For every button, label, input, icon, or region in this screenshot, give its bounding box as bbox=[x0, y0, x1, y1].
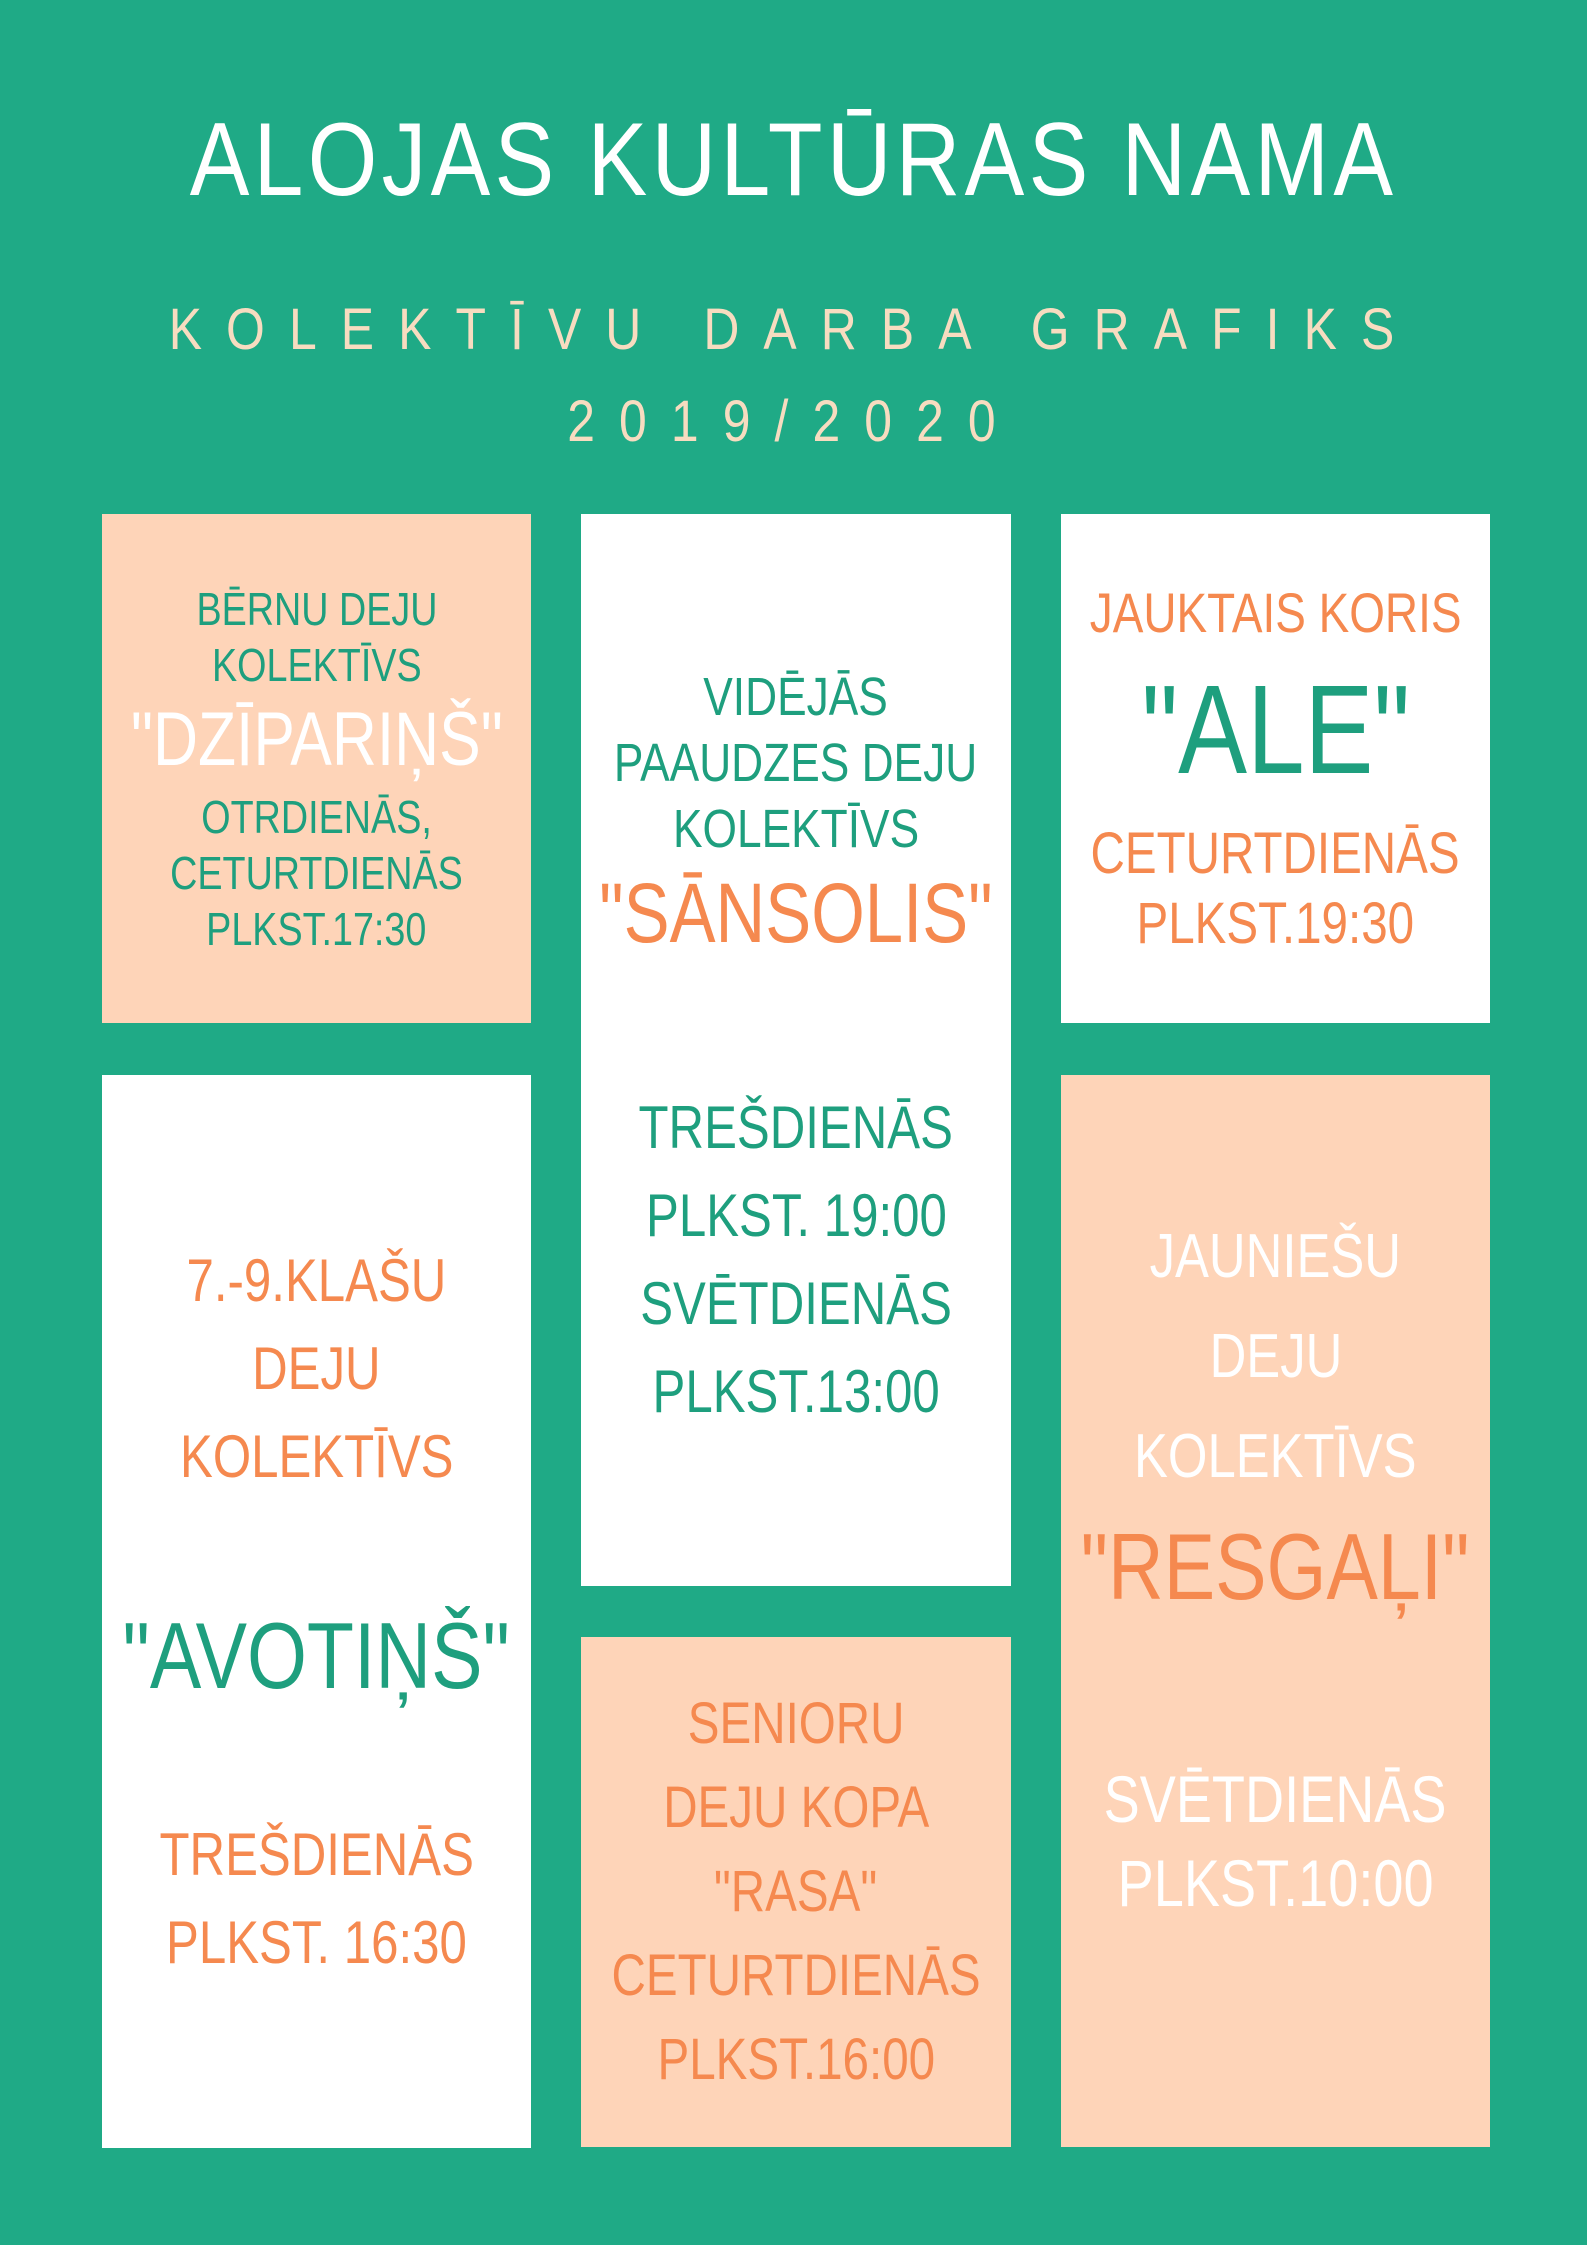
card-sansolis-name: "SĀNSOLIS" bbox=[599, 866, 993, 960]
card-sansolis-type-line1: VIDĒJĀS bbox=[703, 667, 889, 727]
card-resgali-day: SVĒTDIENĀS bbox=[1104, 1762, 1447, 1836]
card-dziparins-days-line2: CETURTDIENĀS bbox=[170, 846, 463, 899]
card-dziparins-type-line2: KOLEKTĪVS bbox=[211, 638, 422, 691]
card-ale bbox=[1061, 514, 1490, 1023]
card-avotins-name: "AVOTIŅŠ" bbox=[122, 1602, 511, 1708]
card-ale-name: "ALE" bbox=[1141, 658, 1410, 800]
card-ale-day: CETURTDIENĀS bbox=[1090, 820, 1461, 886]
card-ale-type: JAUKTAIS KORIS bbox=[1089, 580, 1462, 644]
card-rasa-type-line2: DEJU KOPA bbox=[662, 1775, 930, 1840]
card-sansolis-type-line3: KOLEKTĪVS bbox=[672, 799, 920, 859]
card-sansolis-time1: PLKST. 19:00 bbox=[645, 1182, 947, 1249]
card-sansolis-time2: PLKST.13:00 bbox=[652, 1358, 940, 1425]
card-dziparins-days-line1: OTRDIENĀS, bbox=[201, 790, 432, 843]
card-resgali-name: "RESGAĻI" bbox=[1081, 1514, 1470, 1619]
card-avotins bbox=[102, 1075, 531, 2148]
card-sansolis-type-line2: PAAUDZES DEJU bbox=[614, 733, 978, 793]
card-rasa-day: CETURTDIENĀS bbox=[611, 1943, 981, 2008]
card-dziparins-name: "DZĪPARIŅŠ" bbox=[130, 696, 503, 782]
card-ale-time: PLKST.19:30 bbox=[1136, 890, 1415, 956]
card-avotins-type-line3: KOLEKTĪVS bbox=[179, 1422, 454, 1490]
page-subtitle: KOLEKTĪVU DARBA GRAFIKS bbox=[168, 297, 1419, 362]
card-sansolis-day2: SVĒTDIENĀS bbox=[640, 1270, 952, 1337]
card-resgali-type-line3: KOLEKTĪVS bbox=[1134, 1422, 1417, 1491]
card-rasa-type-line1: SENIORU bbox=[687, 1691, 905, 1756]
card-resgali-type-line2: DEJU bbox=[1209, 1322, 1342, 1391]
card-resgali-type-line1: JAUNIEŠU bbox=[1149, 1222, 1402, 1291]
card-sansolis-day1: TREŠDIENĀS bbox=[638, 1094, 954, 1161]
card-avotins-day: TREŠDIENĀS bbox=[159, 1820, 474, 1888]
season-year: 2019/2020 bbox=[567, 389, 1020, 454]
card-avotins-type-line2: DEJU bbox=[252, 1334, 381, 1402]
card-resgali bbox=[1061, 1075, 1490, 2147]
card-dziparins-time: PLKST.17:30 bbox=[206, 902, 427, 955]
card-avotins-time: PLKST. 16:30 bbox=[166, 1908, 467, 1976]
card-rasa-time: PLKST.16:00 bbox=[657, 2027, 935, 2092]
card-rasa-name: "RASA" bbox=[714, 1859, 878, 1924]
card-dziparins-type-line1: BĒRNU DEJU bbox=[195, 582, 438, 635]
card-rasa bbox=[581, 1637, 1011, 2147]
page-title: ALOJAS KULTŪRAS NAMA bbox=[189, 102, 1398, 218]
card-dziparins bbox=[102, 514, 531, 1023]
card-sansolis bbox=[581, 514, 1011, 1586]
card-avotins-type-line1: 7.-9.KLAŠU bbox=[186, 1246, 447, 1314]
card-resgali-time: PLKST.10:00 bbox=[1117, 1846, 1434, 1920]
